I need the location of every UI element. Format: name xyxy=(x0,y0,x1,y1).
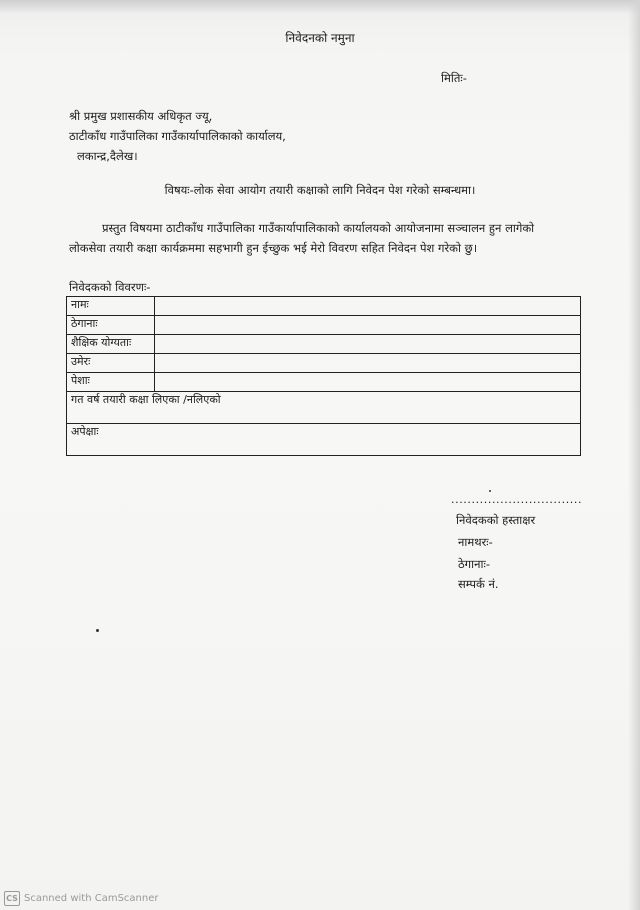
table-row xyxy=(67,373,581,392)
scan-speck xyxy=(96,629,99,632)
scan-shadow-top xyxy=(0,0,640,14)
table-row xyxy=(67,354,581,373)
age-field[interactable] xyxy=(155,354,581,373)
address-label: ठेगानाः xyxy=(67,316,155,335)
education-field[interactable] xyxy=(155,335,581,354)
table-row xyxy=(67,316,581,335)
signature-name-label: नामथरः- xyxy=(458,535,493,549)
scan-shadow-right xyxy=(628,0,640,910)
signature-label: निवेदकको हस्ताक्षर xyxy=(456,513,536,527)
applicant-details-heading: निवेदकको विवरणः- xyxy=(69,280,151,294)
occupation-field[interactable] xyxy=(155,373,581,392)
watermark-text: Scanned with CamScanner xyxy=(24,893,159,904)
camscanner-watermark xyxy=(4,891,159,906)
table-row xyxy=(67,297,581,316)
education-label: शैक्षिक योग्यताः xyxy=(67,335,155,354)
signature-contact-label: सम्पर्क नं. xyxy=(458,577,499,591)
occupation-label: पेशाः xyxy=(67,373,155,392)
addressee-line-3: लकान्द्र,दैलेख। xyxy=(77,149,138,163)
table-row xyxy=(67,392,581,424)
previous-class-field[interactable]: गत वर्ष तयारी कक्षा लिएका /नलिएको xyxy=(67,392,581,424)
name-field[interactable] xyxy=(155,297,581,316)
document-title: निवेदनको नमुना xyxy=(285,31,355,45)
addressee-line-2: ठाटीकाँध गाउँपालिका गाउँकार्यापालिकाको कार्यालय, xyxy=(69,129,286,143)
expectation-field[interactable]: अपेक्षाः xyxy=(67,424,581,456)
signature-address-label: ठेगानाः- xyxy=(458,557,490,571)
addressee-line-1: श्री प्रमुख प्रशासकीय अधिकृत ज्यू, xyxy=(69,109,213,123)
subject-line: विषयः-लोक सेवा आयोग तयारी कक्षाको लागि निवेदन पेश गरेको सम्बन्धमा। xyxy=(164,183,476,197)
age-label: उमेरः xyxy=(67,354,155,373)
body-line-1: प्रस्तुत विषयमा ठाटीकाँध गाउँपालिका गाउँकार्यापालिकाको कार्यालयको आयोजनामा सञ्चालन हुन लागेको xyxy=(102,221,535,235)
address-field[interactable] xyxy=(155,316,581,335)
name-label: नामः xyxy=(67,297,155,316)
camscanner-icon: CS xyxy=(4,891,20,906)
scan-speck xyxy=(489,490,491,492)
table-row xyxy=(67,335,581,354)
applicant-details-table xyxy=(66,296,581,456)
table-row xyxy=(67,424,581,456)
signature-line: ................................ xyxy=(451,493,583,506)
body-line-2: लोकसेवा तयारी कक्षा कार्यक्रममा सहभागी हुन ईच्छुक भई मेरो विवरण सहित निवेदन पेश गरेको छु। xyxy=(69,241,478,255)
date-label: मितिः- xyxy=(441,71,467,85)
